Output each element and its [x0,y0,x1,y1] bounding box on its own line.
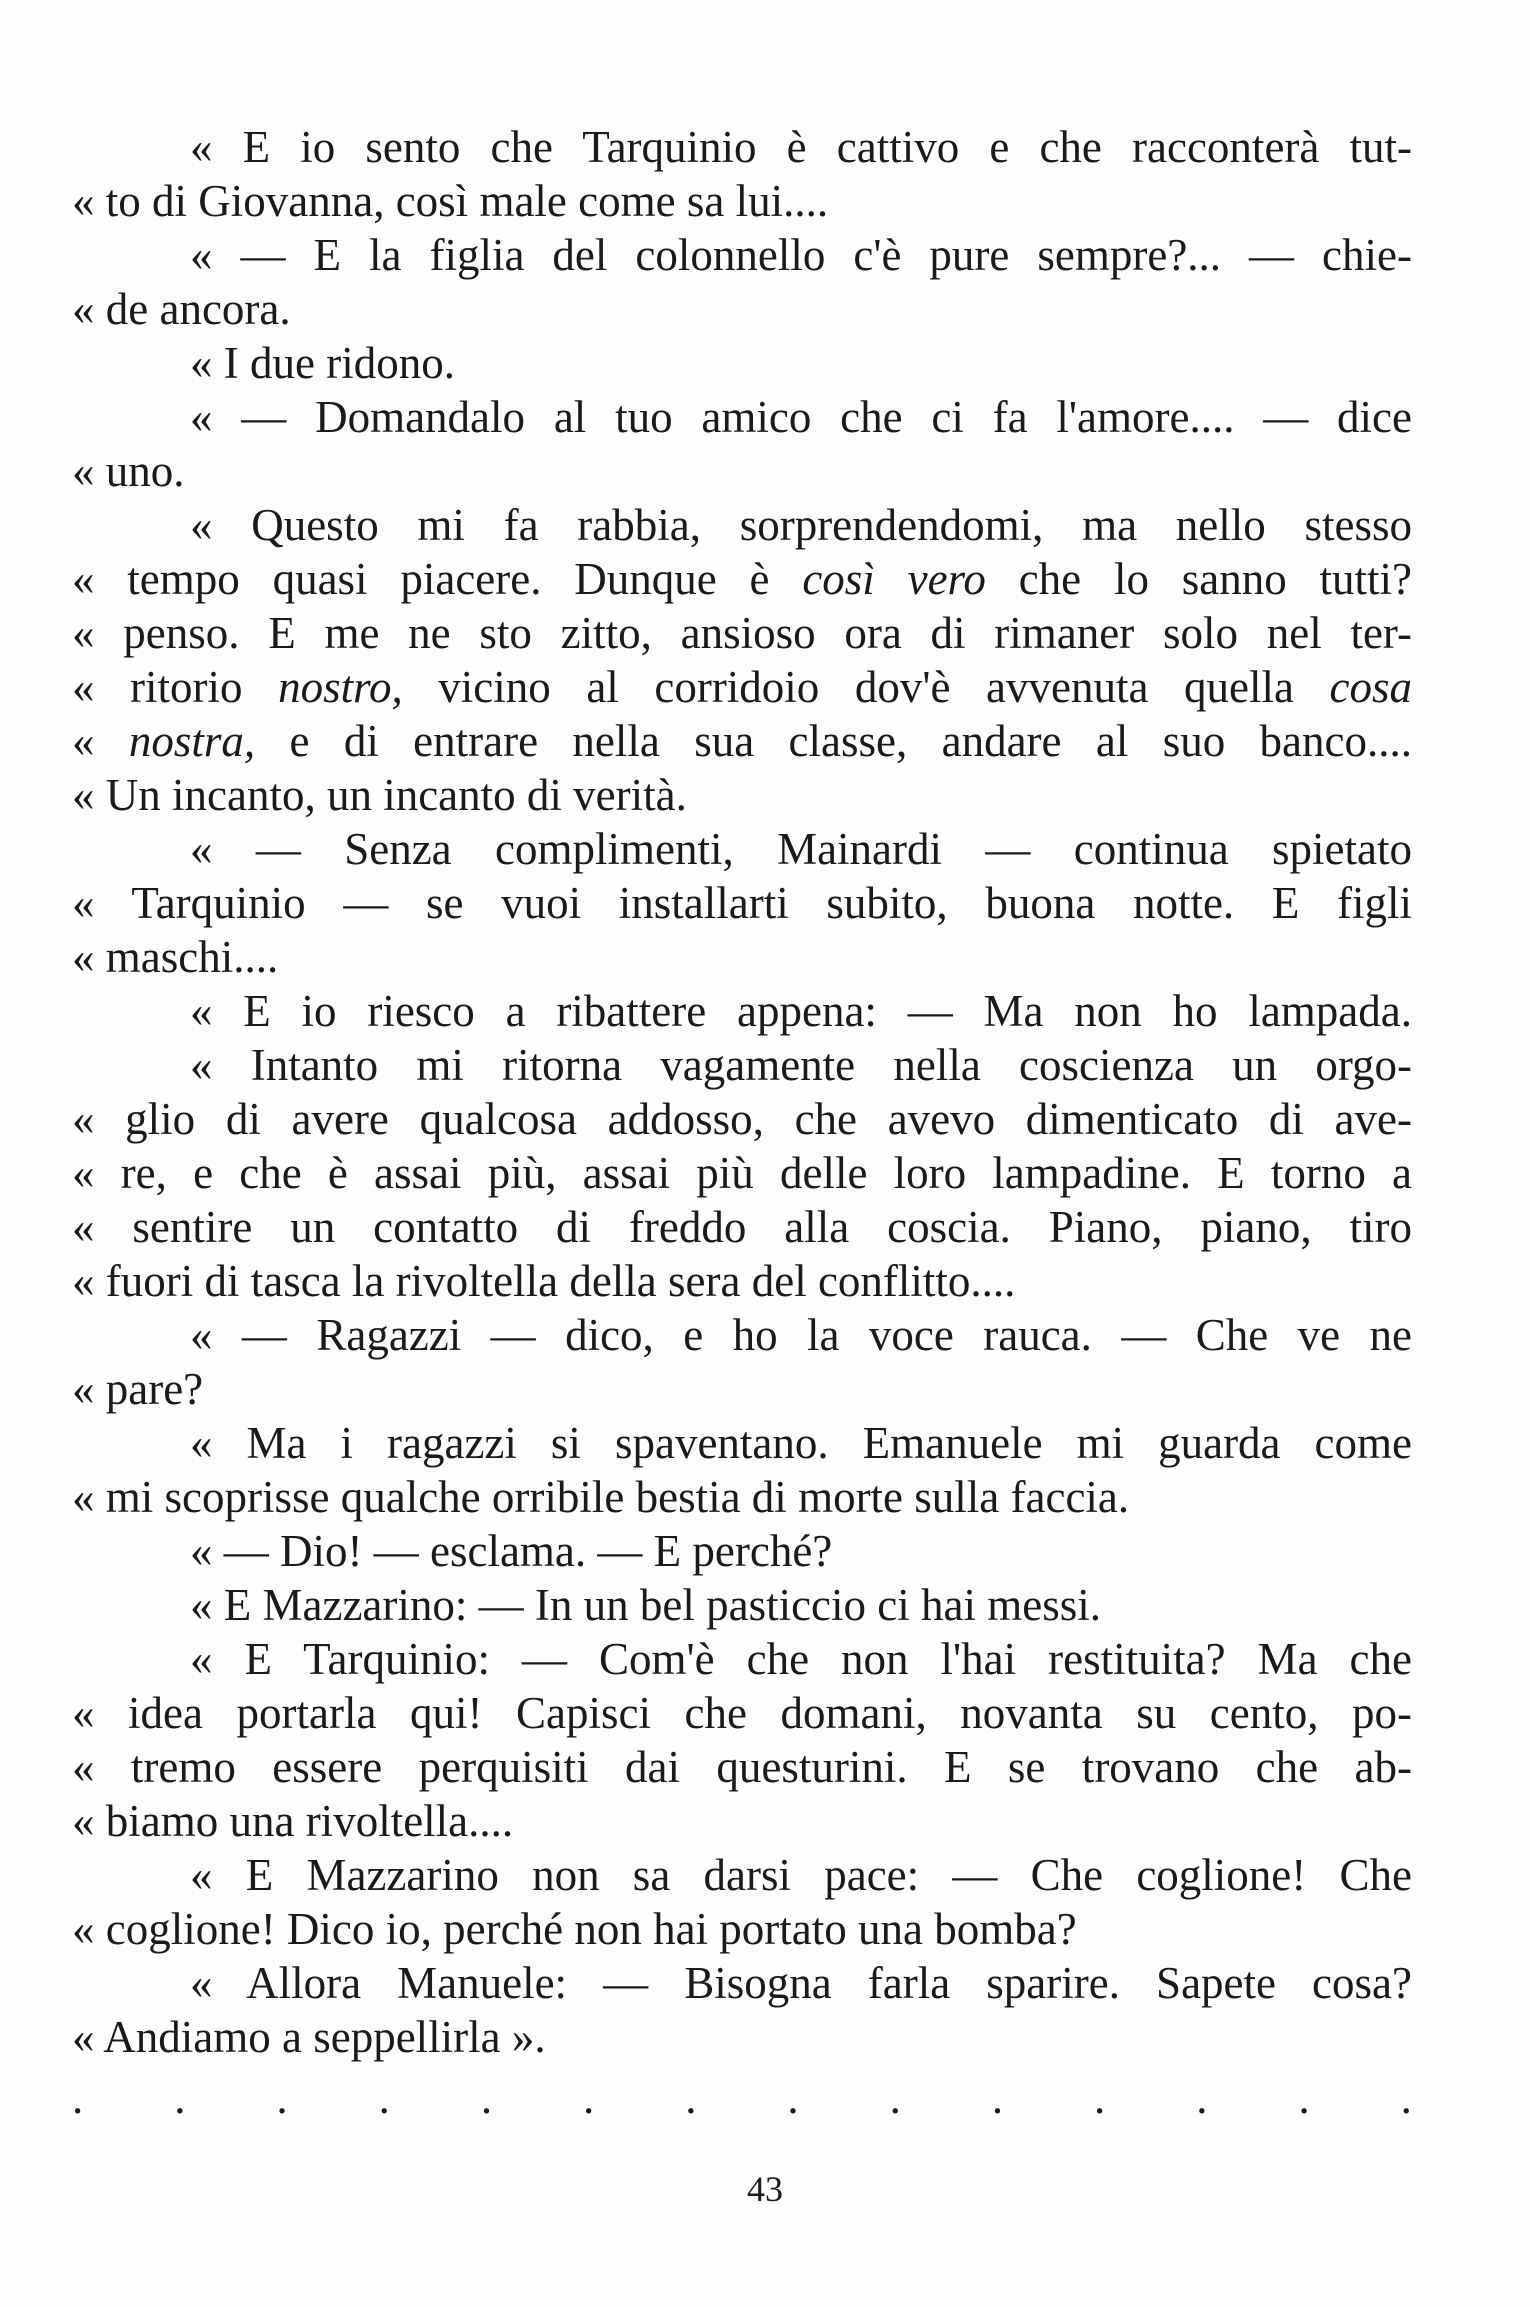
text-span: « Intanto mi ritorna vagamente nella coscienza un orgo- [190,1040,1412,1090]
text-line [72,984,1412,1038]
text-span: « idea portarla qui! Capisci che domani, novanta su cento, po- [72,1688,1412,1738]
text-span: « — Dio! — esclama. — E perché? [190,1526,833,1576]
italic-text: nostra, [128,716,256,766]
text-span: « sentire un contatto di freddo alla coscia. Piano, piano, tiro [72,1202,1412,1252]
text-line [72,1416,1412,1470]
text-line [72,1902,1412,1956]
ellipsis-dot: . [787,2073,799,2123]
text-line [72,1956,1412,2010]
text-line [72,174,1412,228]
text-line [72,1308,1412,1362]
text-span: « tempo quasi piacere. Dunque è [72,554,803,604]
ellipsis-dot: . [1400,2073,1412,2123]
ellipsis-dot: . [1298,2073,1310,2123]
text-line [72,930,1412,984]
ellipsis-dot: . [1196,2073,1208,2123]
text-span: « E io riesco a ribattere appena: — Ma non ho lampada. [190,986,1412,1036]
ellipsis-separator [72,2072,1412,2124]
text-span: che lo sanno tutti? [985,554,1413,604]
ellipsis-dot: . [276,2073,288,2123]
text-span: « mi scoprisse qualche orribile bestia di morte sulla faccia. [72,1472,1130,1522]
text-span: « Andiamo a seppellirla ». [72,2012,546,2062]
text-line [72,1200,1412,1254]
text-span: « fuori di tasca la rivoltella della sera del conflitto.... [72,1256,1016,1306]
text-line [72,1740,1412,1794]
ellipsis-dot: . [480,2073,493,2123]
text-line [72,768,1412,822]
text-span: « E Mazzarino non sa darsi pace: — Che coglione! Che [190,1850,1412,1900]
text-line [72,390,1412,444]
text-line [72,714,1412,768]
text-span: « Tarquinio — se vuoi installarti subito, buona notte. E figli [72,878,1412,928]
text-span: « penso. E me ne sto zitto, ansioso ora di rimaner solo nel ter- [72,608,1412,658]
text-line [72,1524,1412,1578]
text-span: « to di Giovanna, così male come sa lui.... [72,176,829,226]
text-span: « — Domandalo al tuo amico che ci fa l'amore.... — dice [190,392,1412,442]
text-span: « ritorio [72,662,279,712]
text-line [72,1038,1412,1092]
text-span: « glio di avere qualcosa addosso, che avevo dimenticato di ave- [72,1094,1412,1144]
text-line [72,228,1412,282]
text-span: « E io sento che Tarquinio è cattivo e che racconterà tut- [190,122,1412,172]
ellipsis-dot: . [72,2073,84,2123]
text-line [72,120,1412,174]
text-line [72,1362,1412,1416]
ellipsis-dot: . [685,2073,697,2123]
text-span: « tremo essere perquisiti dai questurini. E se trovano che ab- [72,1742,1412,1792]
ellipsis-dot: . [583,2073,595,2123]
text-span: « [72,716,129,766]
text-span: « coglione! Dico io, perché non hai portato una bomba? [72,1904,1077,1954]
text-line [72,876,1412,930]
text-span: « E Mazzarino: — In un bel pasticcio ci hai messi. [190,1580,1101,1630]
text-span: « pare? [72,1364,204,1414]
italic-text: cosa [1329,662,1413,712]
text-span: « — Ragazzi — dico, e ho la voce rauca. — Che ve ne [190,1310,1412,1360]
text-span: « maschi.... [72,932,279,982]
text-span: « Un incanto, un incanto di verità. [72,770,687,820]
text-span: « I due ridono. [190,338,455,388]
body-text [72,120,1412,2064]
text-line [72,606,1412,660]
text-line [72,1470,1412,1524]
text-span: « uno. [72,446,185,496]
ellipsis-dot: . [889,2073,901,2123]
text-span: vicino al corridoio dov'è avvenuta quella [402,662,1330,712]
italic-text: così vero [802,554,986,604]
italic-text: nostro, [278,662,403,712]
text-line [72,1146,1412,1200]
text-line [72,1632,1412,1686]
text-line [72,1578,1412,1632]
ellipsis-dot: . [378,2073,390,2123]
text-span: « Ma i ragazzi si spaventano. Emanuele mi guarda come [190,1418,1412,1468]
text-span: « — E la figlia del colonnello c'è pure sempre?... — chie- [190,230,1412,280]
text-line [72,336,1412,390]
text-span: « Questo mi fa rabbia, sorprendendomi, ma nello stesso [190,500,1412,550]
ellipsis-dot: . [991,2073,1004,2123]
text-line [72,498,1412,552]
text-line [72,552,1412,606]
text-span: « — Senza complimenti, Mainardi — continua spietato [190,824,1412,874]
text-line [72,2010,1412,2064]
text-span: « re, e che è assai più, assai più delle loro lampadine. E torno a [72,1148,1412,1198]
text-line [72,282,1412,336]
text-line [72,1794,1412,1848]
text-line [72,1092,1412,1146]
text-line [72,1686,1412,1740]
text-line [72,660,1412,714]
ellipsis-dot: . [1094,2073,1106,2123]
text-line [72,1848,1412,1902]
text-line [72,444,1412,498]
ellipsis-dot: . [174,2073,186,2123]
text-span: « biamo una rivoltella.... [72,1796,514,1846]
text-span: « Allora Manuele: — Bisogna farla sparire. Sapete cosa? [190,1958,1412,2008]
text-span: « de ancora. [72,284,291,334]
text-span: e di entrare nella sua classe, andare al suo banco.... [255,716,1413,766]
text-span: « E Tarquinio: — Com'è che non l'hai restituita? Ma che [190,1634,1412,1684]
text-line [72,1254,1412,1308]
text-line [72,822,1412,876]
page-number: 43 [747,2169,783,2209]
